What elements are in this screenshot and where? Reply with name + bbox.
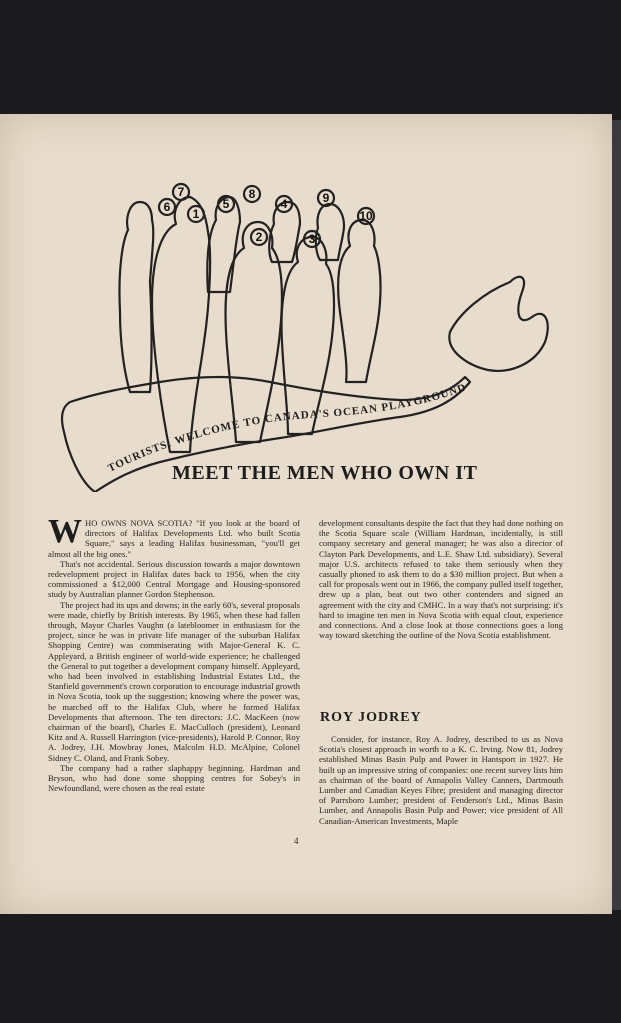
figure-outline-3 <box>282 237 334 434</box>
article-column-right <box>319 518 563 640</box>
article-paragraph: Consider, for instance, Roy A. Jodrey, described to us as Nova Scotia's closest approach in worth to a K. C. Irving. Now 81, Jodrey established Minas Basin Pulp and Power in Hantsport in 1927. He built up an impressive string of companies: one recent survey lists him as chairman of the board of Annapolis Valley Canners, Dartmouth Lumber and Canadian Keyes Fibre; president and managing director of Parrsboro Lumber; president of Fenderson's Ltd., Minas Basin Lumber, and Annapolis Basin Pulp and Power; vice president of All Canadian-American Investments, Maple <box>319 734 563 826</box>
figure-outline-1 <box>152 197 210 452</box>
figure-number-9: 9 <box>322 191 330 205</box>
cape-breton-map-outline <box>449 277 547 371</box>
drop-cap: W <box>48 513 82 550</box>
figure-number-3: 3 <box>308 232 316 246</box>
section-heading: ROY JODREY <box>320 710 422 725</box>
figure-number-5: 5 <box>222 197 230 211</box>
article-paragraph: development consultants despite the fact that they had done nothing on the Scotia Square scale (William Hardman, incidentally, is still company secretary and general manager; he was also a director of Clayton Park Developments, and L.E. Shaw Ltd. subsidiary). Several major U.S. architects refused to take them seriously when they casually phoned to ask them to do a $30 million project. But when a call for proposals went out in 1966, the company pulled itself together, drew up a plan, beat out two other contenders and signed an agreement with the city and CMHC. In a way that's not surprising: it's hard to imagine ten men in Nova Scotia with equal clout, experience and connections. And a close look at those connections goes a long way toward sketching the outline of the Nova Scotia establishment. <box>319 518 563 641</box>
figure-number-1: 1 <box>192 207 200 221</box>
magazine-page <box>0 114 612 914</box>
page-edge-shadow <box>612 120 621 910</box>
figure-outline-6 <box>119 202 153 392</box>
figure-number-10: 10 <box>359 209 373 223</box>
figure-outline-9 <box>316 204 344 260</box>
figure-number-4: 4 <box>280 197 288 211</box>
article-paragraph: WHO OWNS NOVA SCOTIA? "If you look at the board of directors of Halifax Developments Ltd. who built Scotia Square," says a leading Halifax businessman, "you'll get almost all the big ones." <box>48 513 300 559</box>
figure-number-6: 6 <box>163 200 171 214</box>
article-paragraph: The company had a rather slaphappy beginning. Hardman and Bryson, who had done some shopping centres for Sobey's in Newfoundland, were chosen as the real estate <box>48 762 300 794</box>
page-number: 4 <box>294 836 299 846</box>
map-caption: TOURISTS: WELCOME TO CANADA'S OCEAN PLAYGROUND <box>106 381 469 475</box>
ten-men-map-illustration <box>40 142 570 492</box>
article-column-left <box>48 513 300 794</box>
figure-number-8: 8 <box>248 187 256 201</box>
article-paragraph: The project had its ups and downs; in the early 60's, several proposals were made, chiefly by British interests. By 1965, when these had fallen through, Mayor Charles Vaughn (a latebloomer in enthusiasm for the project, since he was in private life manager of the suburban Halifax Shopping Centre) was commiserating with Major-General K. C. Appleyard, a British engineer of world-wide experience; he challenged the General to put together a development company himself. Appleyard, who had been involved in establishing Industrial Estates Ltd., the Stanfield government's crown corporation to encourage industrial growth in Nova Scotia, took up the suggestion; knowing where the power was, he marched off to the Halifax Club, where he formed Halifax Developments that afternoon. The ten directors: J.C. MacKeen (now chairman of the board), Charles E. MacCulloch (president), Leonard Kitz and A. Russell Harrington (vice-presidents), Harold P. Connor, Roy A. Jodrey, J.H. Mowbray Jones, Malcolm H.D. McAlpine, Colonel Sidney C. Oland, and Frank Sobey. <box>48 599 300 763</box>
article-headline: MEET THE MEN WHO OWN IT <box>172 462 478 484</box>
figure-number-2: 2 <box>255 230 263 244</box>
figure-outline-10 <box>338 220 380 382</box>
figure-number-7: 7 <box>177 185 185 199</box>
article-paragraph: That's not accidental. Serious discussion towards a major downtown redevelopment project in Halifax dates back to 1956, when the city commissioned a $12,000 Central Mortgage and Housing-sponsored study by Australian planner Gordon Stephenson. <box>48 558 300 600</box>
article-column-right-section <box>319 734 563 826</box>
